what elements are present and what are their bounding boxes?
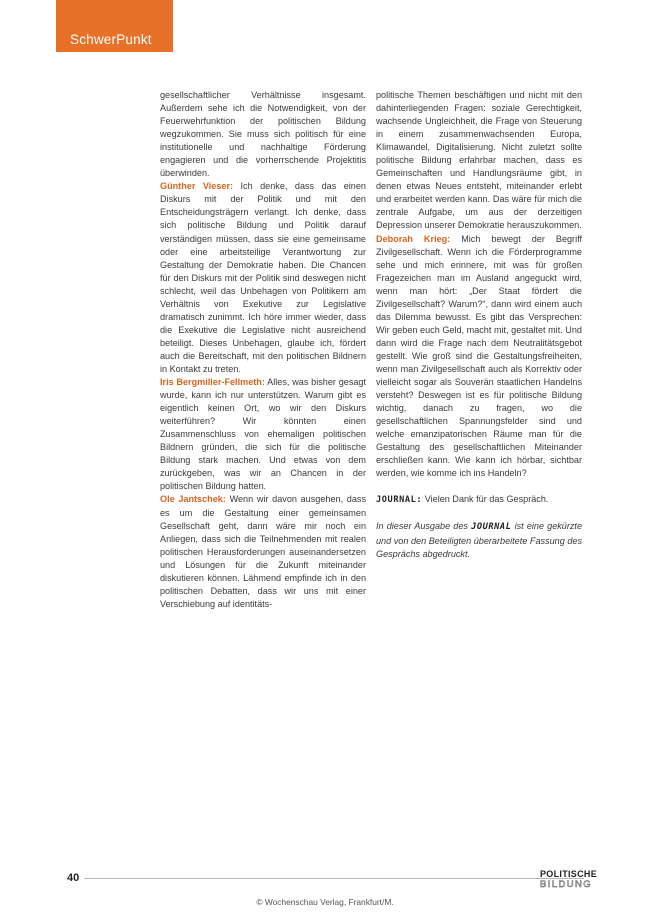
- paragraph: [160, 89, 366, 180]
- journal-label: JOURNAL: [471, 522, 512, 533]
- paragraph: [376, 89, 582, 233]
- paragraph: [160, 180, 366, 376]
- paragraph: [160, 376, 366, 493]
- spacer: [376, 480, 582, 493]
- closing-text: Vielen Dank für das Gespräch.: [424, 494, 549, 505]
- page-number: 40: [67, 872, 80, 884]
- note-text-before: In dieser Ausgabe des: [376, 521, 468, 532]
- publication-logo: [540, 869, 598, 890]
- note-text-after: ist eine gekürzte und von den Beteiligten überarbeitete Fassung des Gesprächs abgedruckt.: [376, 521, 583, 559]
- paragraph: [160, 493, 366, 610]
- logo-line-2: BILDUNG: [540, 879, 593, 890]
- paragraph-text: politische Themen beschäftigen und nicht mit den dahinterliegenden Fragen: soziale Gerechtigkeit, wachsende Ungleichheit, die Frage von Steuerung in einem zusammenwachsenden Europa, Klimawandel, Digitalisierung. Nicht zuletzt sollte politische Bildung erfahrbar machen, dass es Gemeinschaften und Handlungsräume gibt, in denen etwas Neues entsteht, miteinander erlebt und erarbeitet werden kann. Das wäre für mich die zentrale Aufgabe, um aus der derzeitigen Depression unserer Demokratie herauszukommen.: [376, 90, 582, 231]
- right-column: [376, 89, 582, 561]
- footer-divider: [84, 878, 584, 879]
- paragraph-text: Mich bewegt der Begriff Zivilgesellschaft. Wenn ich die Förderprogramme sehe und mich erinnere, mit was für großen Fragezeichen man im Ausland angeguckt wird, wenn man hört: „Der Staat fördert die Zivilgesellschaft? Warum?“, dann wird einem auch das Dilemma bewusst. Es gibt das Versprechen: Wir geben euch Geld, macht mit, gestaltet mit. Und dann wird die Frage nach dem Neutralitätsgebot gestellt. Wie groß sind die Gestaltungsfreiheiten, wenn man Zivilgesellschaft auch als Korrektiv oder vielleicht sogar als Souverän staatlichen Handelns versteht? Deswegen ist es für politische Bildung wichtig, danach zu fragen, wo die gesellschaftlichen Spannungsfelder sind und welche emanzipatorischen Räume man für die Gestaltung des gesellschaftlichen Miteinander erschließen kann. Wie kann ich hörbar, sichtbar werden, wie komme ich ins Handeln?: [376, 233, 582, 479]
- editorial-note: [376, 520, 582, 560]
- section-tab-label: SchwerPunkt: [70, 32, 152, 47]
- speaker-name: Deborah Krieg:: [376, 233, 451, 244]
- spacer: [376, 507, 582, 520]
- speaker-name: Ole Jantschek:: [160, 494, 226, 505]
- journal-label: JOURNAL:: [376, 495, 423, 506]
- paragraph-text: gesellschaftlicher Verhältnisse insgesamt. Außerdem sehe ich die Notwendigkeit, von der Feuerwehrfunktion der politischen Bildung wegzukommen. Sie muss sich politisch für eine institutionelle und nachhaltige Förderung engagieren und die vorherrschende Projektitis überwinden.: [160, 90, 366, 179]
- copyright: © Wochenschau Verlag, Frankfurt/M.: [256, 897, 394, 907]
- speaker-name: Iris Bergmiller-Fellmeth:: [160, 377, 265, 388]
- paragraph: [376, 233, 582, 481]
- closing-line: [376, 493, 582, 507]
- paragraph-text: Wenn wir davon ausgehen, dass es um die Gestaltung einer gemeinsamen Gesellschaft geht, dann wäre mir noch ein Anliegen, dass sich die Teilnehmenden mit realen politischen Herausforderungen auseinandersetzen und Lösungen für die Zukunft miteinander diskutieren können. Lähmend empfinde ich in den politischen Debatten, dass wir uns mit einer Verschiebung auf identitäts-: [160, 494, 366, 609]
- speaker-name: Günther Vieser:: [160, 181, 234, 192]
- logo-line-1: POLITISCHE: [540, 869, 598, 879]
- paragraph-text: Ich denke, dass das einen Diskurs mit der Politik und mit den Entscheidungsträgern verlangt. Ich denke, dass sich politische Bildung und Politik darauf verständigen müssen, dass sie eine gemeinsame oder eine arbeitsteilige Verantwortung zur Gestaltung der Demokratie haben. Die Chancen für den Diskurs mit der Politik sind deswegen nicht schlecht, weil das Unbehagen von Politikern am Verhältnis von Exekutive zur Legislative dramatisch zunimmt. Ich höre immer wieder, dass die Exekutive die Legislative nicht ausreichend beteiligt. Dieses Unbehagen, glaube ich, fördert auch die Bereitschaft, mit den politischen Bildnern in Kontakt zu treten.: [160, 181, 366, 374]
- left-column: [160, 89, 366, 611]
- section-tab: [56, 0, 173, 52]
- paragraph-text: Alles, was bisher gesagt wurde, kann ich nur unterstützen. Warum gibt es eigentlich keinen Ort, wo wir den Diskurs weiterführen? Wir könnten einen Zusammenschluss von ehemaligen politischen Bildnern gründen, die sich für die politische Bildung stark machen. Und etwas von dem zurückgeben, was wir an Chancen in der politischen Bildung hatten.: [160, 377, 367, 492]
